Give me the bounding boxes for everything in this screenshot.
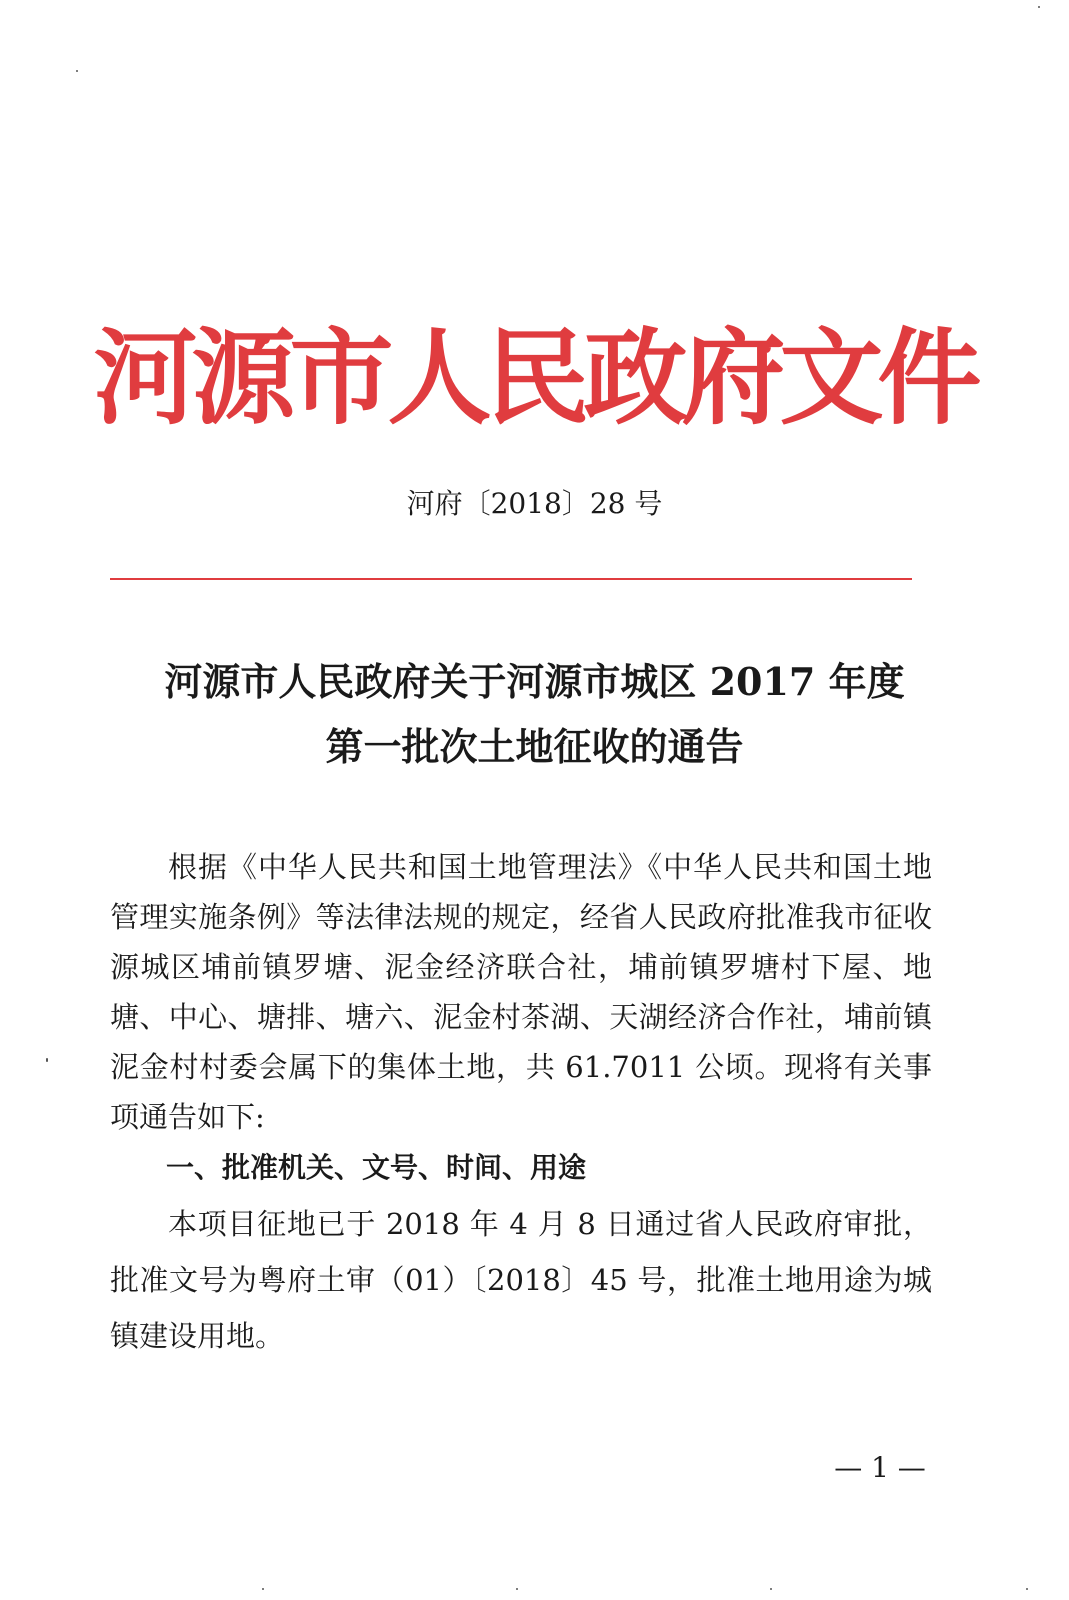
scan-speck [262, 1588, 264, 1590]
body-paragraph-1: 根据《中华人民共和国土地管理法》《中华人民共和国土地管理实施条例》等法律法规的规定，经省人民政府批准我市征收源城区埔前镇罗塘、泥金经济联合社，埔前镇罗塘村下屋、地塘、中心、塘排、塘六、泥金村茶湖、天湖经济合作社，埔前镇泥金村村委会属下的集体土地，共 61.7011 公顷。现将有关事项通告如下: [110, 850, 932, 1134]
issuer-header-title: 河源市人民政府文件 [93, 317, 976, 439]
page-number: — 1 — [834, 1451, 926, 1484]
red-separator-rule [110, 578, 912, 580]
section-1-heading: 一、批准机关、文号、时间、用途 [166, 1151, 587, 1184]
scan-speck [46, 1058, 48, 1062]
document-number: 河府〔2018〕28 号 [406, 487, 663, 520]
scan-speck [1038, 6, 1040, 8]
section-1-paragraph: 本项目征地已于 2018 年 4 月 8 日通过省人民政府审批，批准文号为粤府土审（01）〔2018〕45 号，批准土地用途为城镇建设用地。 [110, 1207, 932, 1353]
scan-speck [76, 70, 78, 72]
notice-title-line-1: 河源市人民政府关于河源市城区 2017 年度 [164, 659, 905, 704]
scan-speck [770, 1588, 772, 1590]
scan-speck [516, 1588, 518, 1590]
scan-speck [1026, 1588, 1028, 1590]
notice-title-line-2: 第一批次土地征收的通告 [325, 724, 744, 769]
